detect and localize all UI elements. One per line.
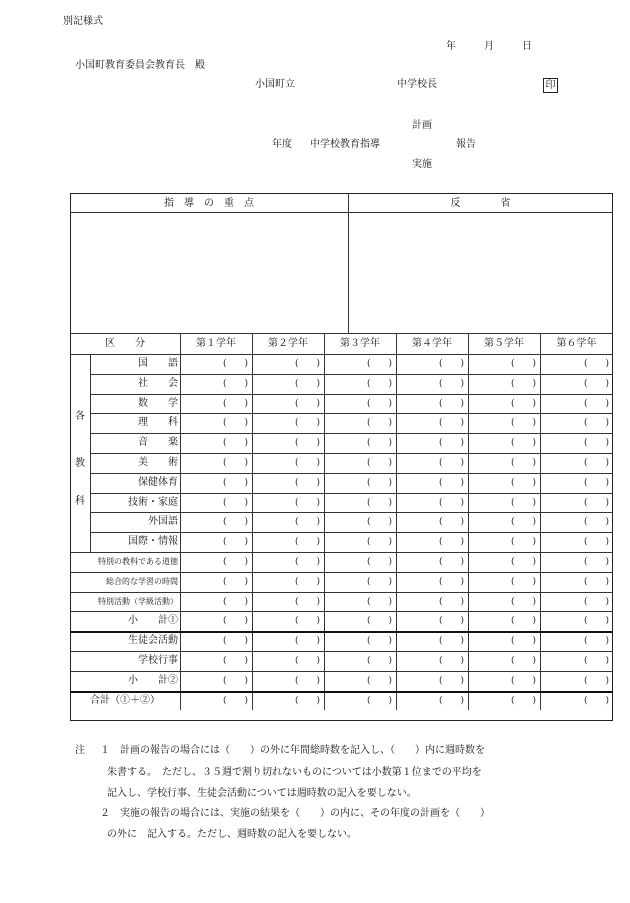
hours-cell[interactable] xyxy=(540,592,613,612)
hours-cell[interactable] xyxy=(468,453,540,473)
subject-label: 数 学 xyxy=(138,397,178,409)
hours-cell[interactable] xyxy=(324,611,396,631)
hours-cell-paren: ( ) xyxy=(366,398,392,409)
grade-header-6: 第６学年 xyxy=(556,338,597,349)
reflection-area[interactable] xyxy=(349,213,612,332)
hours-cell[interactable] xyxy=(252,493,324,513)
hours-cell-paren: ( ) xyxy=(438,497,464,508)
hours-cell-paren: ( ) xyxy=(222,398,248,409)
hours-cell[interactable] xyxy=(324,413,396,433)
hours-cell[interactable] xyxy=(540,413,613,433)
hours-cell-paren: ( ) xyxy=(294,576,320,587)
hours-cell-paren: ( ) xyxy=(366,438,392,449)
hours-cell-paren: ( ) xyxy=(438,477,464,488)
row-label: 特別活動（学級活動） xyxy=(98,596,178,606)
title-main: 中学校教育指導 xyxy=(310,139,380,150)
note-1-line-2: 朱書する。 ただし、３５週で割り切れないものについては小数第１位までの平均を xyxy=(107,767,482,778)
hours-cell[interactable] xyxy=(540,512,613,532)
hours-cell-paren: ( ) xyxy=(222,458,248,468)
hours-cell-paren: ( ) xyxy=(510,458,536,468)
hours-cell[interactable] xyxy=(252,453,324,473)
hours-cell[interactable] xyxy=(252,572,324,592)
hours-cell-paren: ( ) xyxy=(510,557,536,567)
hours-cell-paren: ( ) xyxy=(583,537,609,548)
hours-cell[interactable] xyxy=(180,394,252,414)
hours-cell-paren: ( ) xyxy=(583,477,609,488)
hours-cell[interactable] xyxy=(396,611,468,631)
hours-cell-paren: ( ) xyxy=(222,636,248,647)
hours-cell-paren: ( ) xyxy=(510,517,536,528)
note-2-line-1: 実施の報告の場合には、実施の結果を（ ）の内に、その年度の計画を（ ） xyxy=(120,808,490,819)
hours-cell[interactable] xyxy=(180,671,252,691)
hours-cell[interactable] xyxy=(540,671,613,691)
subject-group-char-2: 教 xyxy=(75,458,85,469)
total-label: 合計（①＋②） xyxy=(90,694,160,706)
hours-cell-paren: ( ) xyxy=(438,378,464,389)
note-1-line-3: 記入し、学校行事、生徒会活動については週時数の記入を要しない。 xyxy=(107,788,417,799)
hours-cell-paren: ( ) xyxy=(294,656,320,666)
hours-cell-paren: ( ) xyxy=(222,438,248,449)
hours-cell[interactable] xyxy=(180,532,252,552)
hours-cell-paren: ( ) xyxy=(438,438,464,449)
table-top-line xyxy=(70,333,613,334)
hours-cell-paren: ( ) xyxy=(583,418,609,429)
hours-cell-paren: ( ) xyxy=(294,398,320,409)
hours-cell-paren: ( ) xyxy=(294,497,320,508)
hours-cell[interactable] xyxy=(396,552,468,572)
hours-cell[interactable] xyxy=(540,374,613,394)
hours-cell[interactable] xyxy=(180,354,252,374)
hours-cell[interactable] xyxy=(324,552,396,572)
hours-cell-paren: ( ) xyxy=(510,497,536,508)
hours-cell-paren: ( ) xyxy=(583,458,609,468)
hours-cell-paren: ( ) xyxy=(222,497,248,508)
hours-cell[interactable] xyxy=(396,413,468,433)
hours-cell[interactable] xyxy=(324,572,396,592)
hours-cell[interactable] xyxy=(396,453,468,473)
hours-cell[interactable] xyxy=(252,512,324,532)
hours-cell[interactable] xyxy=(468,473,540,493)
hours-cell-paren: ( ) xyxy=(583,616,609,627)
hours-cell[interactable] xyxy=(252,631,324,651)
title-actual: 実施 xyxy=(412,159,432,170)
hours-cell-paren: ( ) xyxy=(583,398,609,409)
hours-cell[interactable] xyxy=(396,493,468,513)
hours-cell[interactable] xyxy=(252,473,324,493)
hours-cell-paren: ( ) xyxy=(583,438,609,449)
hours-cell[interactable] xyxy=(468,691,540,711)
hours-cell[interactable] xyxy=(396,512,468,532)
subject-group-char-1: 各 xyxy=(75,411,85,422)
grade-header-3: 第３学年 xyxy=(340,338,380,349)
hours-cell[interactable] xyxy=(180,552,252,572)
hours-cell-paren: ( ) xyxy=(366,636,392,647)
row-label: 生徒会活動 xyxy=(128,635,178,647)
hours-cell-paren: ( ) xyxy=(366,616,392,627)
hours-cell-paren: ( ) xyxy=(510,418,536,429)
hours-cell[interactable] xyxy=(468,354,540,374)
school-prefix: 小国町立 xyxy=(255,79,295,90)
hours-cell[interactable] xyxy=(252,374,324,394)
hours-cell-paren: ( ) xyxy=(510,596,536,607)
date-year-label: 年 xyxy=(446,41,456,52)
hours-cell-paren: ( ) xyxy=(366,695,392,706)
hours-cell-paren: ( ) xyxy=(583,675,609,686)
hours-cell-paren: ( ) xyxy=(510,695,536,706)
guidance-focus-header: 指 導 の 重 点 xyxy=(164,198,254,209)
hours-cell-paren: ( ) xyxy=(294,616,320,627)
hours-cell[interactable] xyxy=(324,394,396,414)
hours-cell[interactable] xyxy=(396,532,468,552)
hours-cell[interactable] xyxy=(540,354,613,374)
hours-cell[interactable] xyxy=(540,691,613,711)
hours-cell[interactable] xyxy=(252,611,324,631)
hours-cell[interactable] xyxy=(324,651,396,671)
hours-cell-paren: ( ) xyxy=(366,557,392,567)
hours-cell-paren: ( ) xyxy=(583,636,609,647)
hours-cell-paren: ( ) xyxy=(222,675,248,686)
row-label: 特別の教科である道徳 xyxy=(98,557,178,566)
hours-cell[interactable] xyxy=(180,631,252,651)
hours-cell[interactable] xyxy=(180,493,252,513)
grade-header-5: 第５学年 xyxy=(484,338,524,349)
addressee: 小国町教育委員会教育長 殿 xyxy=(75,60,205,71)
hours-cell-paren: ( ) xyxy=(294,557,320,567)
hours-cell[interactable] xyxy=(252,394,324,414)
subject-label: 保健体育 xyxy=(138,476,178,488)
hours-cell-paren: ( ) xyxy=(222,596,248,607)
hours-cell-paren: ( ) xyxy=(510,378,536,389)
hours-cell-paren: ( ) xyxy=(438,398,464,409)
subject-label: 美 術 xyxy=(138,457,178,468)
form-label: 別記様式 xyxy=(63,16,103,27)
hours-cell-paren: ( ) xyxy=(438,458,464,468)
hours-cell[interactable] xyxy=(324,592,396,612)
guidance-focus-area[interactable] xyxy=(71,213,347,332)
hours-cell[interactable] xyxy=(540,651,613,671)
hours-cell[interactable] xyxy=(324,512,396,532)
hours-cell-paren: ( ) xyxy=(222,378,248,389)
hours-cell[interactable] xyxy=(324,671,396,691)
hours-cell[interactable] xyxy=(180,572,252,592)
hours-cell[interactable] xyxy=(324,433,396,453)
hours-cell[interactable] xyxy=(324,691,396,711)
hours-cell[interactable] xyxy=(396,671,468,691)
hours-cell[interactable] xyxy=(468,532,540,552)
hours-cell[interactable] xyxy=(324,453,396,473)
hours-cell[interactable] xyxy=(396,651,468,671)
hours-cell-paren: ( ) xyxy=(294,458,320,468)
hours-cell-paren: ( ) xyxy=(510,359,536,369)
hours-cell-paren: ( ) xyxy=(366,378,392,389)
subject-label: 理 科 xyxy=(138,417,178,429)
subject-label: 外国語 xyxy=(148,516,178,528)
subject-label: 音 楽 xyxy=(138,437,178,449)
hours-cell[interactable] xyxy=(252,433,324,453)
hours-cell[interactable] xyxy=(540,572,613,592)
hours-cell[interactable] xyxy=(540,453,613,473)
hours-cell-paren: ( ) xyxy=(510,438,536,449)
subject-group-char-3: 科 xyxy=(75,496,85,507)
hours-cell[interactable] xyxy=(324,473,396,493)
hours-cell-paren: ( ) xyxy=(583,378,609,389)
hours-cell[interactable] xyxy=(540,631,613,651)
hours-cell[interactable] xyxy=(324,374,396,394)
subject-label: 社 会 xyxy=(138,377,178,389)
hours-cell[interactable] xyxy=(252,532,324,552)
hours-cell[interactable] xyxy=(468,651,540,671)
hours-cell-paren: ( ) xyxy=(366,656,392,666)
hours-cell-paren: ( ) xyxy=(366,576,392,587)
hours-cell-paren: ( ) xyxy=(510,656,536,666)
hours-cell-paren: ( ) xyxy=(583,497,609,508)
title-report: 報告 xyxy=(456,139,476,150)
hours-cell-paren: ( ) xyxy=(294,438,320,449)
hours-cell[interactable] xyxy=(252,592,324,612)
hours-cell-paren: ( ) xyxy=(510,636,536,647)
hours-cell-paren: ( ) xyxy=(294,596,320,607)
hours-cell-paren: ( ) xyxy=(438,656,464,666)
date-month-label: 月 xyxy=(484,41,494,52)
hours-cell-paren: ( ) xyxy=(222,695,248,706)
hours-cell[interactable] xyxy=(540,394,613,414)
hours-cell[interactable] xyxy=(396,572,468,592)
hours-cell[interactable] xyxy=(468,611,540,631)
hours-cell-paren: ( ) xyxy=(366,477,392,488)
hours-cell[interactable] xyxy=(180,592,252,612)
hours-cell[interactable] xyxy=(540,532,613,552)
hours-cell[interactable] xyxy=(324,631,396,651)
hours-cell-paren: ( ) xyxy=(438,596,464,607)
note-1-number: １ xyxy=(100,745,110,756)
hours-cell[interactable] xyxy=(180,473,252,493)
hours-cell-paren: ( ) xyxy=(510,576,536,587)
hours-cell-paren: ( ) xyxy=(222,477,248,488)
hours-cell[interactable] xyxy=(540,552,613,572)
hours-cell-paren: ( ) xyxy=(438,576,464,587)
hours-cell[interactable] xyxy=(252,413,324,433)
hours-cell-paren: ( ) xyxy=(510,398,536,409)
hours-cell-paren: ( ) xyxy=(222,537,248,548)
grade-header-1: 第１学年 xyxy=(196,338,236,349)
hours-cell-paren: ( ) xyxy=(366,359,392,369)
hours-cell-paren: ( ) xyxy=(583,359,609,369)
hours-cell-paren: ( ) xyxy=(366,418,392,429)
hours-cell[interactable] xyxy=(252,651,324,671)
hours-cell-paren: ( ) xyxy=(438,557,464,567)
hours-cell[interactable] xyxy=(180,374,252,394)
hours-cell-paren: ( ) xyxy=(583,596,609,607)
hours-cell[interactable] xyxy=(540,433,613,453)
hours-cell-paren: ( ) xyxy=(222,557,248,567)
hours-cell[interactable] xyxy=(468,572,540,592)
hours-cell-paren: ( ) xyxy=(294,537,320,548)
hours-cell[interactable] xyxy=(396,394,468,414)
hours-cell[interactable] xyxy=(180,453,252,473)
hours-cell-paren: ( ) xyxy=(438,636,464,647)
row-label: 学校行事 xyxy=(138,655,178,666)
hours-cell-paren: ( ) xyxy=(438,359,464,369)
row-label: 小 計① xyxy=(128,615,178,627)
hours-cell[interactable] xyxy=(468,493,540,513)
hours-cell-paren: ( ) xyxy=(294,636,320,647)
hours-cell[interactable] xyxy=(540,493,613,513)
hours-cell-paren: ( ) xyxy=(438,418,464,429)
date-day-label: 日 xyxy=(522,41,532,52)
hours-cell[interactable] xyxy=(468,592,540,612)
hours-cell[interactable] xyxy=(396,473,468,493)
hours-cell[interactable] xyxy=(540,473,613,493)
hours-cell-paren: ( ) xyxy=(294,477,320,488)
hours-cell[interactable] xyxy=(252,671,324,691)
hours-cell[interactable] xyxy=(252,354,324,374)
hours-cell-paren: ( ) xyxy=(438,695,464,706)
hours-cell-paren: ( ) xyxy=(583,695,609,706)
hours-cell-paren: ( ) xyxy=(222,616,248,627)
hours-cell-paren: ( ) xyxy=(366,675,392,686)
row-label: 総合的な学習の時間 xyxy=(106,576,178,586)
hours-cell-paren: ( ) xyxy=(294,359,320,369)
hours-cell[interactable] xyxy=(468,374,540,394)
hours-cell-paren: ( ) xyxy=(222,517,248,528)
hours-cell-paren: ( ) xyxy=(510,675,536,686)
note-2-line-2: の外に 記入する。ただし、週時数の記入を要しない。 xyxy=(107,829,357,840)
hours-cell[interactable] xyxy=(396,354,468,374)
subject-label: 国際・情報 xyxy=(128,536,178,548)
hours-cell[interactable] xyxy=(180,691,252,711)
hours-cell-paren: ( ) xyxy=(583,576,609,587)
hours-cell-paren: ( ) xyxy=(222,359,248,369)
note-2-number: ２ xyxy=(100,808,110,819)
seal-stamp-box: 印 xyxy=(543,78,558,93)
hours-cell-paren: ( ) xyxy=(510,616,536,627)
hours-cell[interactable] xyxy=(180,651,252,671)
row-label: 小 計② xyxy=(128,674,178,686)
subject-label: 国 語 xyxy=(138,358,178,369)
hours-cell[interactable] xyxy=(396,592,468,612)
hours-cell-paren: ( ) xyxy=(366,537,392,548)
hours-cell-paren: ( ) xyxy=(583,557,609,567)
note-1-line-1: 計画の報告の場合には（ ）の外に年間総時数を記入し、（ ）内に週時数を xyxy=(120,745,485,756)
hours-cell-paren: ( ) xyxy=(438,675,464,686)
hours-cell-paren: ( ) xyxy=(222,576,248,587)
hours-cell[interactable] xyxy=(396,374,468,394)
hours-cell[interactable] xyxy=(396,433,468,453)
reflection-header: 反 省 xyxy=(450,198,511,209)
hours-cell-paren: ( ) xyxy=(438,616,464,627)
hours-cell-paren: ( ) xyxy=(583,517,609,528)
grade-header-4: 第４学年 xyxy=(412,338,452,349)
hours-cell[interactable] xyxy=(324,493,396,513)
hours-cell[interactable] xyxy=(180,512,252,532)
hours-cell[interactable] xyxy=(468,413,540,433)
hours-cell-paren: ( ) xyxy=(294,675,320,686)
title-plan: 計画 xyxy=(412,120,432,131)
hours-cell-paren: ( ) xyxy=(438,517,464,528)
hours-cell-paren: ( ) xyxy=(366,596,392,607)
hours-cell-paren: ( ) xyxy=(366,458,392,468)
hours-cell[interactable] xyxy=(468,631,540,651)
hours-cell[interactable] xyxy=(180,611,252,631)
hours-cell-paren: ( ) xyxy=(294,695,320,706)
hours-cell[interactable] xyxy=(252,552,324,572)
hours-cell-paren: ( ) xyxy=(583,656,609,666)
hours-cell-paren: ( ) xyxy=(510,537,536,548)
subject-label: 技術・家庭 xyxy=(128,496,178,508)
hours-cell-paren: ( ) xyxy=(294,418,320,429)
hours-cell[interactable] xyxy=(468,394,540,414)
hours-cell-paren: ( ) xyxy=(222,418,248,429)
hours-cell-paren: ( ) xyxy=(366,497,392,508)
hours-cell[interactable] xyxy=(324,354,396,374)
hours-cell[interactable] xyxy=(252,691,324,711)
hours-cell-paren: ( ) xyxy=(294,378,320,389)
grade-header-2: 第２学年 xyxy=(268,338,308,349)
hours-cell[interactable] xyxy=(324,532,396,552)
hours-cell-paren: ( ) xyxy=(366,517,392,528)
hours-cell[interactable] xyxy=(396,691,468,711)
hours-cell[interactable] xyxy=(468,671,540,691)
hours-cell-paren: ( ) xyxy=(222,656,248,666)
hours-cell[interactable] xyxy=(180,433,252,453)
hours-cell[interactable] xyxy=(396,631,468,651)
hours-cell[interactable] xyxy=(468,512,540,532)
hours-cell[interactable] xyxy=(468,552,540,572)
hours-cell-paren: ( ) xyxy=(294,517,320,528)
hours-cell-paren: ( ) xyxy=(438,537,464,548)
hours-cell[interactable] xyxy=(540,611,613,631)
hours-cell[interactable] xyxy=(180,413,252,433)
school-principal-label: 中学校長 xyxy=(397,79,437,90)
hours-cell-paren: ( ) xyxy=(510,477,536,488)
category-header: 区 分 xyxy=(105,338,145,349)
notes-prefix: 注 xyxy=(75,745,85,756)
hours-cell[interactable] xyxy=(468,433,540,453)
title-year-label: 年度 xyxy=(272,139,292,150)
